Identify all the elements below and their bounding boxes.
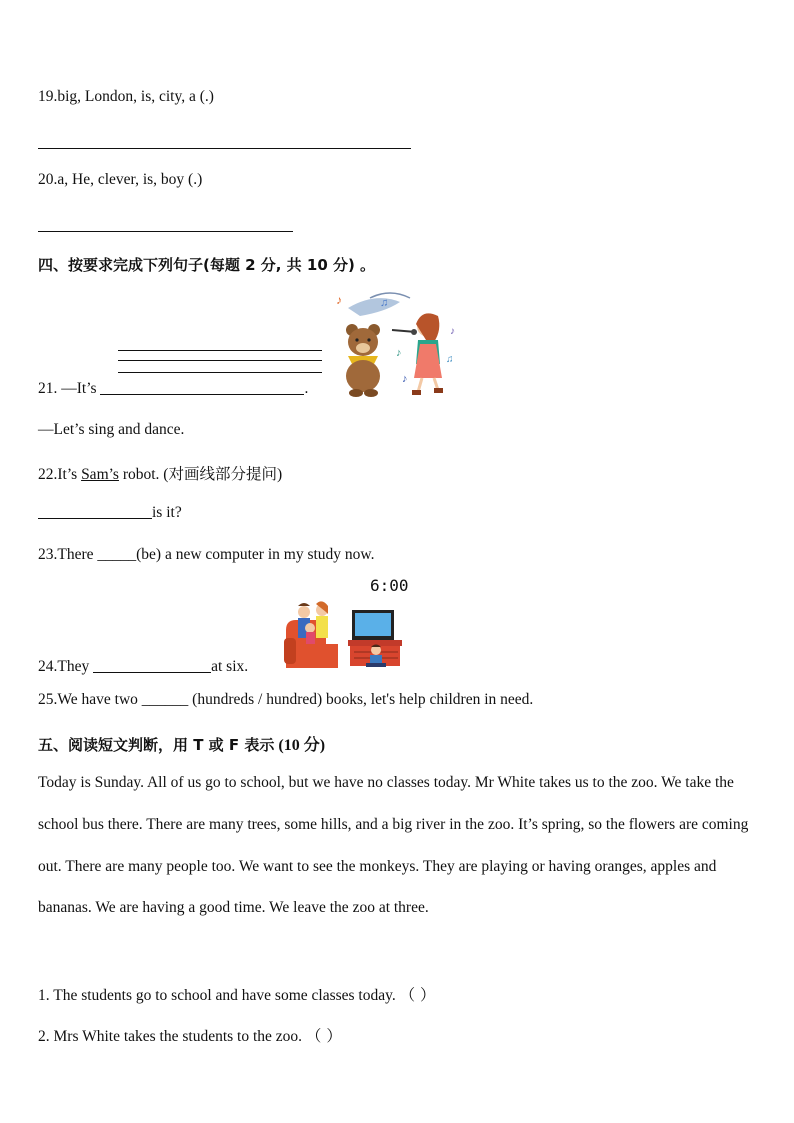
question-24 (38, 658, 248, 676)
question-22-suffix: robot. (对画线部分提问) (118, 466, 283, 483)
question-23: 23.There _____(be) a new computer in my study now. (38, 546, 375, 563)
svg-text:♫: ♫ (446, 354, 454, 365)
svg-text:♪: ♪ (450, 326, 455, 337)
answer-line-21b[interactable] (118, 360, 322, 361)
clock-time-label: 6:00 (370, 576, 409, 595)
answer-line-19[interactable] (38, 148, 411, 149)
answer-line-20[interactable] (38, 231, 293, 232)
question-21-prefix: 21. —It’s (38, 380, 97, 397)
section-4-heading: 四、按要求完成下列句子(每题 2 分, 共 10 分) 。 (38, 256, 376, 274)
bear-icon (346, 324, 380, 397)
svg-text:♪: ♪ (336, 293, 342, 307)
judgement-item-1-text: 1. The students go to school and have some classes today. (38, 987, 396, 1004)
question-25: 25.We have two ______ (hundreds / hundred) books, let's help children in need. (38, 691, 534, 708)
question-21-reply: —Let’s sing and dance. (38, 421, 185, 438)
question-22 (38, 462, 282, 484)
question-22-underlined: Sam’s (81, 466, 119, 483)
answer-blank-22[interactable] (38, 504, 152, 519)
svg-text:♫: ♫ (380, 297, 389, 309)
judgement-item-2-answer[interactable]: （ ） (305, 1027, 342, 1045)
answer-blank-24[interactable] (93, 658, 211, 673)
svg-text:♪: ♪ (396, 347, 402, 359)
section-5-heading (38, 732, 325, 755)
family-watching-tv-illustration (282, 600, 408, 670)
judgement-item-1 (38, 983, 436, 1005)
reading-passage: Today is Sunday. All of us go to school, but we have no classes today. Mr White takes us to the zoo. We take the school bus there. There are many trees, some hills, and a big river in the zoo. It’s spring, so the flowers are coming out. There are many people too. We want to see the monkeys. They are playing or having oranges, apples and bananas. We are having a good time. We leave the zoo at three. (38, 774, 749, 917)
answer-blank-21[interactable] (100, 380, 304, 395)
question-20: 20.a, He, clever, is, boy (.) (38, 171, 203, 188)
question-21 (38, 380, 308, 398)
answer-line-21a[interactable] (118, 350, 322, 351)
judgement-item-2 (38, 1024, 342, 1046)
singing-illustration (330, 290, 462, 398)
question-22-answer-suffix: is it? (152, 504, 182, 521)
judgement-item-2-text: 2. Mrs White takes the students to the zoo. (38, 1028, 303, 1045)
answer-line-21c[interactable] (118, 372, 322, 373)
section-5-heading-cn: 五、阅读短文判断，用 T 或 F 表示 (38, 736, 275, 754)
question-22-answer (38, 504, 182, 522)
question-22-prefix: 22.It’s (38, 466, 82, 483)
section-5-heading-score: (10 分) (278, 737, 326, 754)
question-24-suffix: at six. (211, 658, 249, 675)
svg-text:♪: ♪ (402, 373, 408, 385)
question-24-prefix: 24.They (38, 658, 90, 675)
judgement-item-1-answer[interactable]: （ ） (399, 986, 436, 1004)
question-19: 19.big, London, is, city, a (.) (38, 88, 214, 105)
question-21-suffix: . (304, 380, 309, 397)
